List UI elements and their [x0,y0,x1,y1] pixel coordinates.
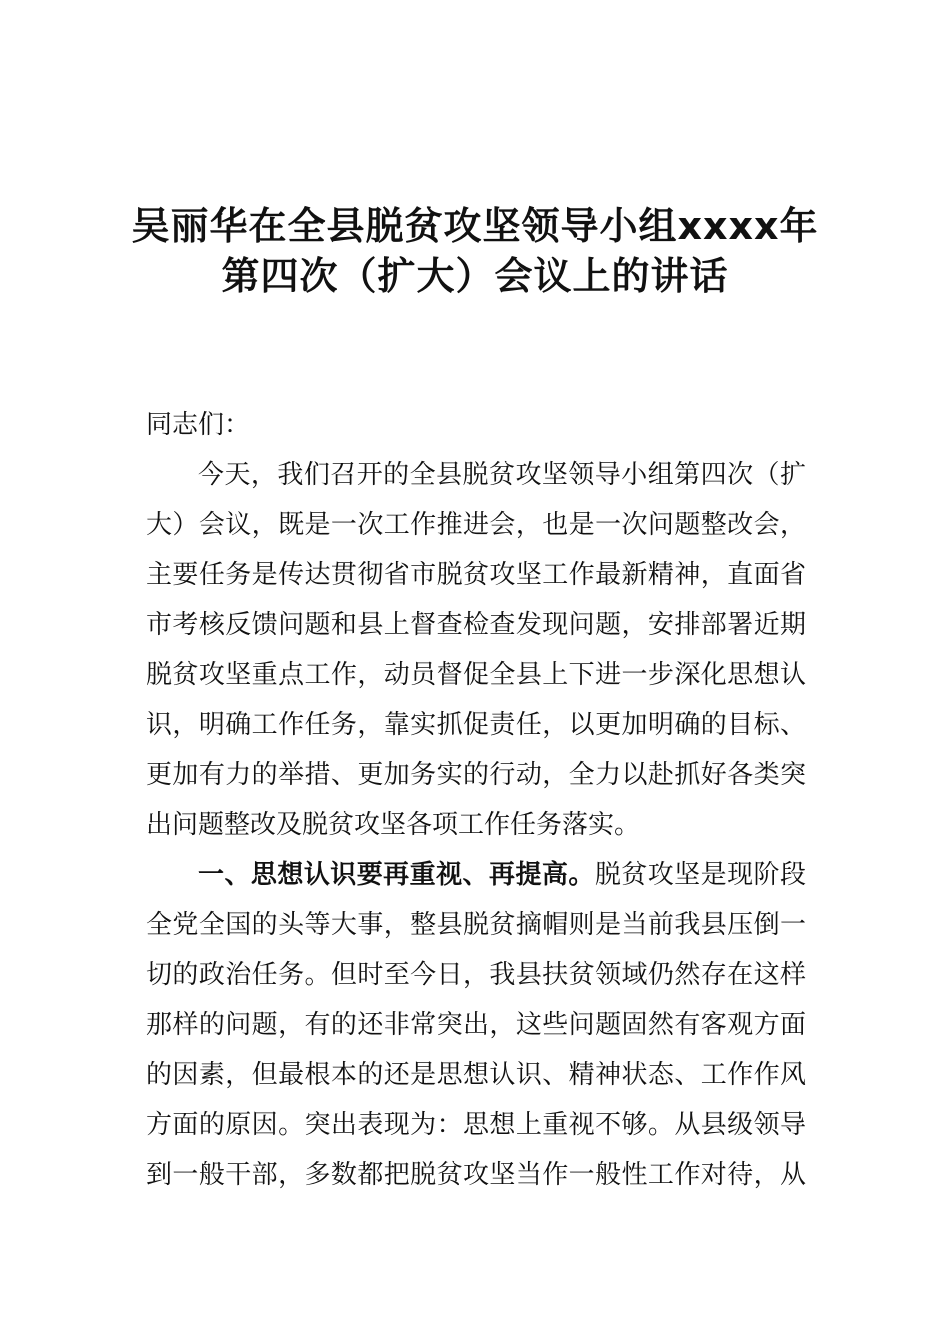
paragraph-1-line-1: 今天，我们召开的全县脱贫攻坚领导小组第四次（扩 [198,460,806,490]
paragraph-2-line-2: 切的政治任务。但时至今日，我县扶贫领域仍然存在这样 [146,960,806,990]
paragraph-1-line-2: 大）会议，既是一次工作推进会，也是一次问题整改会， [146,510,806,540]
paragraph-2-line-3: 那样的问题，有的还非常突出，这些问题固然有客观方面 [146,1010,806,1040]
document-title-line-1: 吴丽华在全县脱贫攻坚领导小组xxxx年 [131,204,819,248]
paragraph-1-line-7: 更加有力的举措、更加务实的行动，全力以赴抓好各类突 [146,760,806,790]
paragraph-2-line-6: 到一般干部，多数都把脱贫攻坚当作一般性工作对待，从 [146,1160,806,1190]
section-1-heading: 一、思想认识要再重视、再提高。 [198,860,595,890]
paragraph-2-line-1: 全党全国的头等大事，整县脱贫摘帽则是当前我县压倒一 [146,910,806,940]
paragraph-1-line-5: 脱贫攻坚重点工作，动员督促全县上下进一步深化思想认 [146,660,806,690]
paragraph-1-line-4: 市考核反馈问题和县上督查检查发现问题，安排部署近期 [146,610,806,640]
paragraph-1-line-3: 主要任务是传达贯彻省市脱贫攻坚工作最新精神，直面省 [146,560,806,590]
paragraph-2-line-5: 方面的原因。突出表现为：思想上重视不够。从县级领导 [146,1110,806,1140]
document-title-line-2: 第四次（扩大）会议上的讲话 [221,254,729,298]
paragraph-1-line-6: 识，明确工作任务，靠实抓促责任，以更加明确的目标、 [146,710,806,740]
paragraph-2-line-4: 的因素，但最根本的还是思想认识、精神状态、工作作风 [146,1060,806,1090]
section-1-first-line [198,858,806,892]
salutation: 同志们： [146,410,251,440]
paragraph-1-line-8: 出问题整改及脱贫攻坚各项工作任务落实。 [146,810,641,840]
section-1-lead-text: 脱贫攻坚是现阶段 [594,860,806,890]
